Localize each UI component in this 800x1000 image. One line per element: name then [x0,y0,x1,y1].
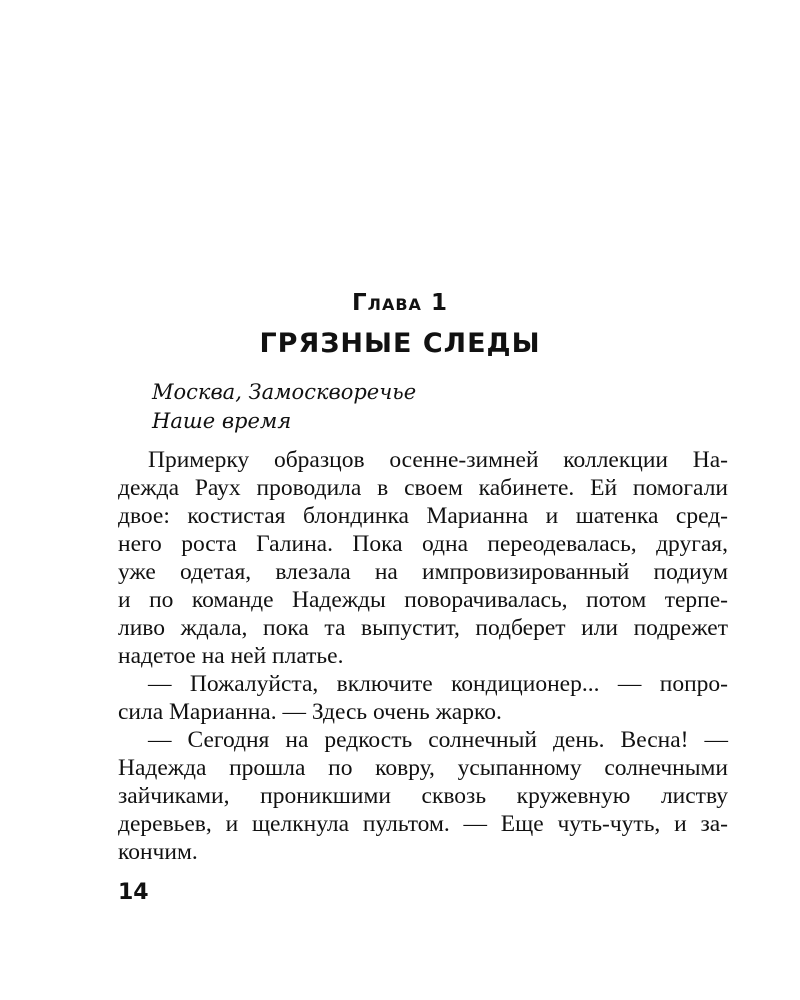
text-line: зайчиками, проникшими сквозь кружевную листву [118,783,728,809]
text-line: дежда Раух проводила в своем кабинете. Ей помогали [118,475,728,501]
text-line: ливо ждала, пока та выпустит, подберет или подрежет [118,615,728,641]
text-line: Примерку образцов осенне-зимней коллекции На- [148,447,728,473]
text-line: — Пожалуйста, включите кондиционер... — попро- [148,671,728,697]
text-line: него роста Галина. Пока одна переодевалась, другая, [118,531,728,557]
text-line: деревьев, и щелкнула пультом. — Еще чуть-чуть, и за- [118,811,728,837]
text-line: сила Марианна. — Здесь очень жарко. [118,699,502,725]
text-line: и по команде Надежды поворачивалась, потом терпе- [118,587,728,613]
text-line: кончим. [118,839,198,865]
text-line: надетое на ней платье. [118,643,344,669]
text-line: Надежда прошла по ковру, усыпанному солнечными [118,755,728,781]
page-number: 14 [118,880,149,905]
chapter-number [0,290,800,316]
text-line: двое: костистая блондинка Марианна и шатенка сред- [118,503,728,529]
text-line: — Сегодня на редкость солнечный день. Весна! — [148,727,728,753]
epigraph-time: Наше время [152,409,292,433]
body-text [118,446,728,866]
text-line: уже одетая, влезала на импровизированный подиум [118,559,728,585]
chapter-number-label: Глава 1 [352,290,448,316]
chapter-title: ГРЯЗНЫЕ СЛЕДЫ [259,328,541,359]
epigraph-place: Москва, Замоскворечье [152,380,417,404]
epigraph [152,378,416,436]
